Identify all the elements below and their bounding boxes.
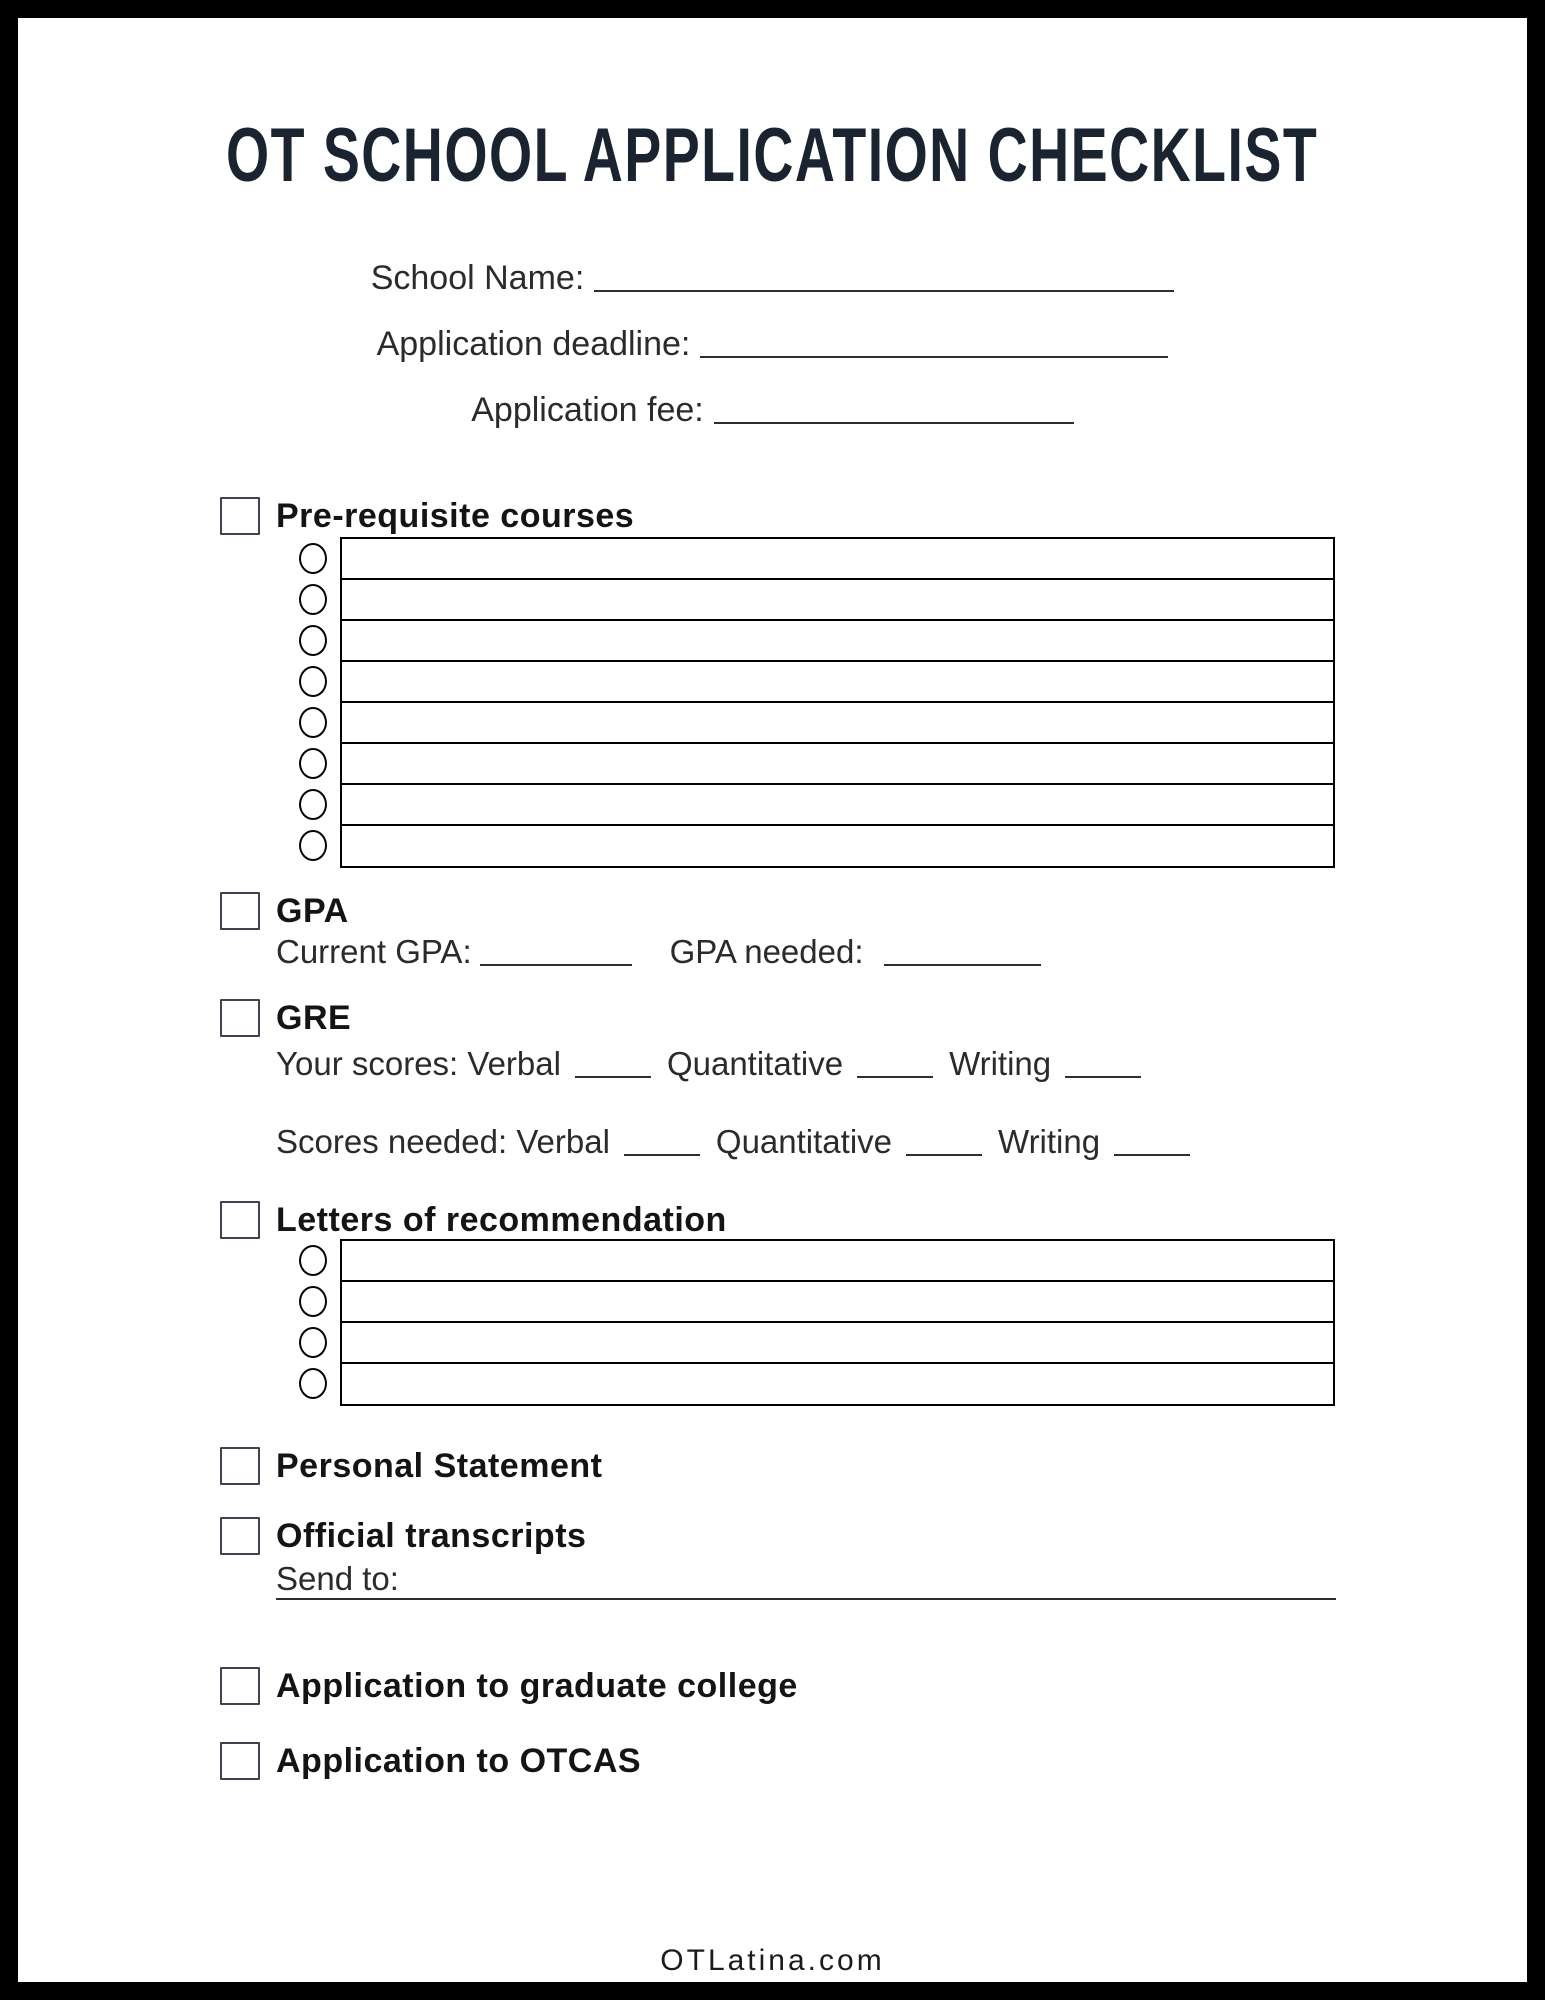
gpa-needed-field[interactable]: [884, 964, 1041, 966]
course-input-box[interactable]: [340, 619, 1335, 663]
bullet-oval-icon: [299, 584, 327, 615]
course-line-row: [299, 660, 1335, 704]
section-gpa: [220, 891, 349, 931]
course-input-box[interactable]: [340, 824, 1335, 868]
your-scores-verbal-label: Your scores: Verbal: [276, 1045, 561, 1082]
application-deadline-row: [18, 324, 1527, 364]
your-writing-field[interactable]: [1065, 1076, 1141, 1078]
needed-quantitative-field[interactable]: [906, 1154, 982, 1156]
bullet-oval-icon: [299, 748, 327, 779]
section-personal-statement: [220, 1446, 602, 1486]
graduate-college-checkbox[interactable]: [220, 1667, 260, 1705]
otcas-checkbox[interactable]: [220, 1742, 260, 1780]
bullet-oval-icon: [299, 1327, 327, 1358]
send-to-field[interactable]: [276, 1598, 1336, 1600]
gpa-values-row: [276, 932, 1041, 972]
current-gpa-field[interactable]: [480, 964, 632, 966]
application-fee-label: Application fee:: [471, 391, 704, 429]
send-to-label: Send to:: [276, 1560, 399, 1597]
send-to-row: [276, 1559, 399, 1599]
bullet-oval-icon: [299, 1368, 327, 1399]
prerequisites-course-list: [299, 537, 1335, 868]
bullet-oval-icon: [299, 830, 327, 861]
gre-scores-needed-row: [276, 1122, 1190, 1162]
gpa-checkbox[interactable]: [220, 892, 260, 930]
letter-input-box[interactable]: [340, 1362, 1335, 1406]
bullet-oval-icon: [299, 1286, 327, 1317]
your-verbal-field[interactable]: [575, 1076, 651, 1078]
course-input-box[interactable]: [340, 578, 1335, 622]
course-line-row: [299, 824, 1335, 868]
section-prerequisites: [220, 496, 634, 536]
course-line-row: [299, 742, 1335, 786]
page-title-wrap: [18, 112, 1527, 199]
course-input-box[interactable]: [340, 783, 1335, 827]
page-title: OT SCHOOL APPLICATION CHECKLIST: [226, 113, 1319, 198]
section-otcas: [220, 1741, 641, 1781]
otcas-label: Application to OTCAS: [276, 1742, 642, 1780]
bullet-oval-icon: [299, 789, 327, 820]
transcripts-checkbox[interactable]: [220, 1517, 260, 1555]
course-input-box[interactable]: [340, 537, 1335, 581]
personal-statement-checkbox[interactable]: [220, 1447, 260, 1485]
bullet-oval-icon: [299, 666, 327, 697]
prerequisites-label: Pre-requisite courses: [276, 497, 635, 535]
section-gre: [220, 998, 351, 1038]
needed-writing-label: Writing: [998, 1123, 1101, 1160]
needed-quantitative-label: Quantitative: [715, 1123, 893, 1160]
letter-input-box[interactable]: [340, 1321, 1335, 1365]
course-line-row: [299, 537, 1335, 581]
bullet-oval-icon: [299, 543, 327, 574]
application-fee-field[interactable]: [714, 422, 1074, 424]
course-line-row: [299, 578, 1335, 622]
letters-label: Letters of recommendation: [276, 1201, 727, 1239]
graduate-college-label: Application to graduate college: [276, 1667, 798, 1705]
section-graduate-college: [220, 1666, 798, 1706]
bullet-oval-icon: [299, 707, 327, 738]
needed-verbal-field[interactable]: [624, 1154, 700, 1156]
section-letters: [220, 1200, 727, 1240]
gpa-label: GPA: [276, 892, 349, 930]
send-to-field-row: [276, 1598, 1336, 1606]
gre-checkbox[interactable]: [220, 999, 260, 1037]
application-fee-row: [18, 390, 1527, 430]
current-gpa-label: Current GPA:: [276, 933, 472, 970]
course-input-box[interactable]: [340, 701, 1335, 745]
letter-line-row: [299, 1362, 1335, 1406]
gre-your-scores-row: [276, 1044, 1141, 1084]
letter-line-row: [299, 1239, 1335, 1283]
course-input-box[interactable]: [340, 660, 1335, 704]
letter-input-box[interactable]: [340, 1239, 1335, 1283]
bullet-oval-icon: [299, 1245, 327, 1276]
application-deadline-label: Application deadline:: [376, 325, 691, 363]
personal-statement-label: Personal Statement: [276, 1447, 603, 1485]
section-transcripts: [220, 1516, 586, 1556]
your-quantitative-label: Quantitative: [666, 1045, 844, 1082]
gre-label: GRE: [276, 999, 352, 1037]
application-deadline-field[interactable]: [700, 356, 1168, 358]
letter-line-row: [299, 1280, 1335, 1324]
footer-site-url: OTLatina.com: [660, 1944, 885, 1977]
letter-input-box[interactable]: [340, 1280, 1335, 1324]
school-name-label: School Name:: [370, 259, 585, 297]
letters-checkbox[interactable]: [220, 1201, 260, 1239]
needed-scores-verbal-label: Scores needed: Verbal: [276, 1123, 610, 1160]
course-input-box[interactable]: [340, 742, 1335, 786]
course-line-row: [299, 783, 1335, 827]
school-name-field[interactable]: [594, 290, 1174, 292]
bullet-oval-icon: [299, 625, 327, 656]
letters-list: [299, 1239, 1335, 1406]
transcripts-label: Official transcripts: [276, 1517, 587, 1555]
your-quantitative-field[interactable]: [857, 1076, 933, 1078]
your-writing-label: Writing: [949, 1045, 1052, 1082]
prerequisites-checkbox[interactable]: [220, 497, 260, 535]
needed-writing-field[interactable]: [1114, 1154, 1190, 1156]
course-line-row: [299, 701, 1335, 745]
letter-line-row: [299, 1321, 1335, 1365]
gpa-needed-label: GPA needed:: [669, 933, 864, 970]
course-line-row: [299, 619, 1335, 663]
school-name-row: [18, 258, 1527, 298]
